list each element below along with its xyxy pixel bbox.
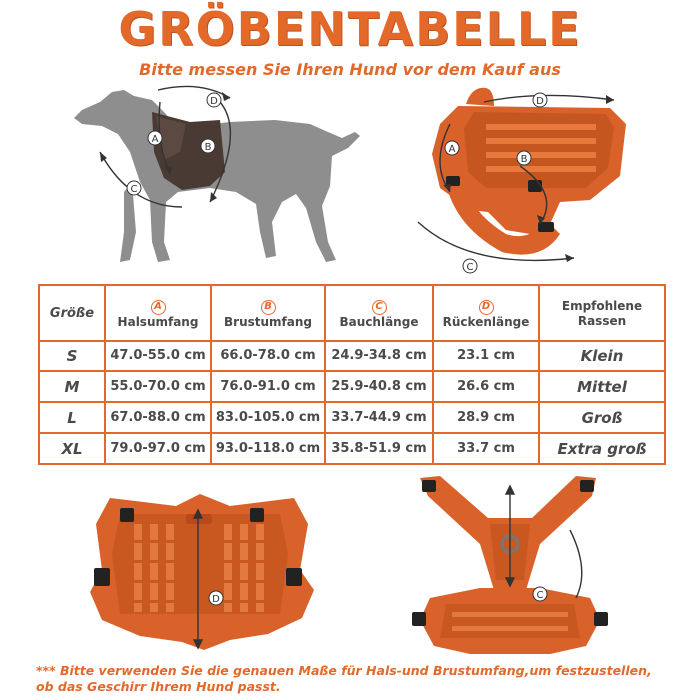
dog-measurement-illustration — [60, 82, 370, 272]
harness-chest-illustration — [400, 470, 620, 660]
column-header-size: Größe — [39, 285, 105, 341]
cell-size: L — [39, 402, 105, 433]
label-b: B — [520, 154, 528, 165]
cell-chest: 66.0-78.0 cm — [211, 341, 325, 372]
page-title: GRÖBENTABELLE — [118, 2, 582, 56]
marker-b: B — [261, 300, 276, 315]
cell-breed: Klein — [539, 341, 665, 372]
page-subtitle: Bitte messen Sie Ihren Hund vor dem Kauf aus — [139, 60, 561, 79]
column-header-back: D Rückenlänge — [433, 285, 539, 341]
cell-breed: Mittel — [539, 371, 665, 402]
cell-back: 28.9 cm — [433, 402, 539, 433]
cell-back: 23.1 cm — [433, 341, 539, 372]
size-table — [38, 284, 666, 465]
label-a: A — [151, 134, 159, 145]
cell-size: M — [39, 371, 105, 402]
footer-note — [36, 663, 686, 695]
label-d: D — [210, 96, 218, 107]
cell-belly: 33.7-44.9 cm — [325, 402, 433, 433]
cell-belly: 25.9-40.8 cm — [325, 371, 433, 402]
table-header-row — [39, 285, 665, 341]
cell-belly: 35.8-51.9 cm — [325, 433, 433, 464]
cell-neck: 79.0-97.0 cm — [105, 433, 211, 464]
footer-line-1: *** Bitte verwenden Sie die genauen Maße für Hals-und Brustumfang,um festzustellen, — [36, 663, 652, 678]
marker-c: C — [372, 300, 387, 315]
marker-d: D — [479, 300, 494, 315]
label-d: D — [536, 96, 544, 107]
table-row — [39, 371, 665, 402]
label-c: C — [536, 590, 544, 601]
label-b: B — [204, 142, 212, 153]
cell-breed: Groß — [539, 402, 665, 433]
harness-back-illustration — [80, 484, 320, 656]
cell-chest: 83.0-105.0 cm — [211, 402, 325, 433]
label-c: C — [466, 262, 474, 273]
cell-size: S — [39, 341, 105, 372]
table-row — [39, 341, 665, 372]
cell-breed: Extra groß — [539, 433, 665, 464]
cell-chest: 76.0-91.0 cm — [211, 371, 325, 402]
label-a: A — [448, 144, 456, 155]
table-row — [39, 433, 665, 464]
cell-size: XL — [39, 433, 105, 464]
footer-line-2: ob das Geschirr Ihrem Hund passt. — [36, 679, 281, 694]
column-header-neck: A Halsumfang — [105, 285, 211, 341]
table-row — [39, 402, 665, 433]
cell-chest: 93.0-118.0 cm — [211, 433, 325, 464]
cell-back: 33.7 cm — [433, 433, 539, 464]
cell-neck: 47.0-55.0 cm — [105, 341, 211, 372]
column-header-belly: C Bauchlänge — [325, 285, 433, 341]
cell-back: 26.6 cm — [433, 371, 539, 402]
cell-neck: 55.0-70.0 cm — [105, 371, 211, 402]
cell-neck: 67.0-88.0 cm — [105, 402, 211, 433]
column-header-chest: B Brustumfang — [211, 285, 325, 341]
label-c: C — [130, 184, 138, 195]
cell-belly: 24.9-34.8 cm — [325, 341, 433, 372]
marker-a: A — [151, 300, 166, 315]
column-header-breed: Empfohlene Rassen — [539, 285, 665, 341]
label-d: D — [212, 594, 220, 605]
harness-side-illustration — [410, 84, 640, 280]
